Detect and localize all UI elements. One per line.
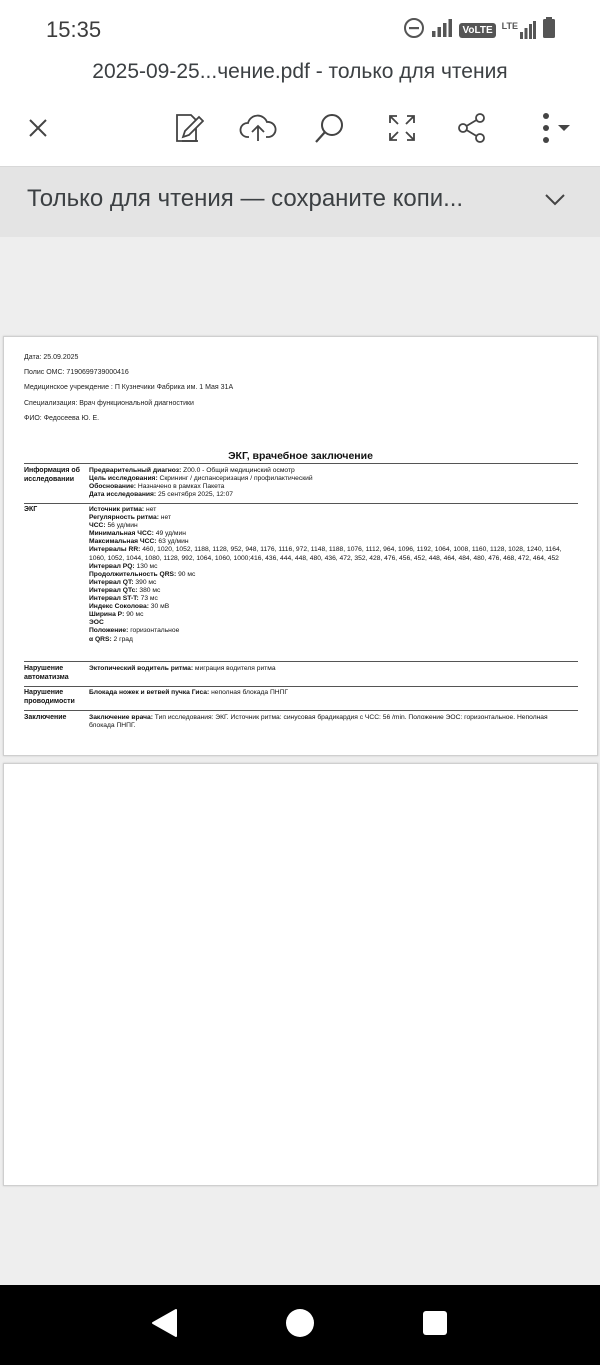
doc-specialty: Специализация: Врач функциональной диагностики (24, 400, 194, 407)
field-line (89, 636, 575, 644)
document-title: 2025-09-25...чение.pdf - только для чтения (92, 60, 508, 83)
more-menu-button[interactable] (526, 106, 582, 154)
field-line (89, 619, 575, 627)
field-line (89, 611, 575, 619)
field-value: неполная блокада ПНПГ (209, 689, 289, 696)
field-key: Минимальная ЧСС: (89, 530, 154, 538)
status-icons (403, 17, 556, 43)
divider (24, 503, 578, 504)
divider (24, 661, 578, 662)
navigation-bar (0, 1285, 600, 1365)
field-line (89, 603, 575, 611)
share-icon (456, 112, 488, 149)
field-value: 460, 1020, 1052, 1188, 1128, 952, 948, 1176, 1116, 972, 1148, 1188, 1076, 1112, 964, 1096, 1192, 1064, 1008, 1160, 1128, 1028, 1240, 1164, 1060, 1052, 1044, 1080, 1128, 992, 1064, 1060, 1000;416, 436, 444, 448, 480, 436, 472, 352, 428, 476, 456, 452, 448, 464, 484, 480, 476, 468, 472, 464, 452 (89, 546, 562, 562)
report-title: ЭКГ, врачебное заключение (228, 450, 373, 462)
section-label-info: Информация об исследовании (24, 467, 80, 483)
pdf-page-2 (3, 763, 598, 1186)
section-body-info (89, 467, 575, 499)
field-key: Интервалы RR: (89, 546, 141, 554)
field-line (89, 538, 575, 546)
doc-institution: Медицинское учреждение : П Кузнечики Фабрика им. 1 Мая 31А (24, 384, 234, 391)
field-line (89, 475, 575, 483)
field-line (89, 522, 575, 530)
field-key: Эктопический водитель ритма: (89, 665, 194, 672)
field-line (89, 689, 575, 697)
search-button[interactable] (306, 106, 354, 154)
field-key: Дата исследования: (89, 491, 157, 499)
field-value: 130 мс (134, 562, 158, 570)
dnd-icon (403, 17, 425, 44)
field-key: Предварительный диагноз: (89, 467, 182, 474)
field-key: Блокада ножек и ветвей пучка Гиса: (89, 689, 210, 696)
close-icon (26, 116, 50, 145)
doc-oms: Полис ОМС: 7190699739000416 (24, 369, 129, 376)
field-value: 2 град (111, 635, 133, 643)
signal-icon (431, 18, 453, 43)
field-line (89, 595, 575, 603)
field-value: 90 мс (176, 570, 196, 578)
field-value: 63 уд/мин (156, 538, 189, 546)
section-label-ecg: ЭКГ (24, 506, 38, 513)
field-line (89, 506, 575, 514)
field-key: Ширина P: (89, 611, 125, 619)
field-key: Максимальная ЧСС: (89, 538, 157, 546)
recents-button[interactable] (413, 1303, 457, 1347)
field-key: Положение: (89, 627, 129, 635)
divider (24, 710, 578, 711)
field-key: Заключение врача: (89, 714, 153, 721)
field-key: Цель исследования: (89, 475, 158, 483)
close-button[interactable] (14, 106, 62, 154)
document-viewer[interactable] (0, 238, 600, 1285)
field-key: Индекс Соколова: (89, 603, 149, 611)
cloud-upload-icon (239, 113, 277, 148)
field-value: 25 сентября 2025, 12:07 (156, 491, 234, 499)
field-value: 90 мс (124, 611, 144, 619)
toolbar (0, 94, 600, 167)
field-key: ЧСС: (89, 522, 106, 530)
field-line (89, 665, 575, 673)
field-key: Интервал PQ: (89, 562, 135, 570)
field-value: 49 уд/мин (153, 530, 186, 538)
home-icon (285, 1308, 315, 1343)
field-value: горизонтальное (128, 627, 180, 635)
search-icon (313, 111, 347, 150)
field-value: Z00.0 - Общий медицинский осмотр (181, 467, 295, 474)
status-bar (0, 0, 600, 58)
banner-text: Только для чтения — сохраните копи... (27, 185, 464, 212)
status-time: 15:35 (46, 17, 102, 42)
section-label-conclusion: Заключение (24, 714, 67, 721)
more-icon (532, 112, 576, 149)
section-body-conclusion (89, 714, 575, 730)
lte-signal-icon (502, 20, 536, 40)
field-key: Интервал ST-T: (89, 595, 139, 603)
divider (24, 463, 578, 464)
field-line (89, 530, 575, 538)
field-value: Назначено в рамках Пакета (136, 483, 225, 491)
battery-icon (542, 17, 556, 44)
field-value: 390 мс (133, 578, 157, 586)
field-line (89, 579, 575, 587)
banner-expand-button[interactable] (540, 187, 570, 217)
back-button[interactable] (142, 1303, 186, 1347)
fullscreen-icon (387, 113, 417, 148)
doc-date: Дата: 25.09.2025 (24, 354, 79, 361)
field-key: Обоснование: (89, 483, 137, 491)
share-button[interactable] (448, 106, 496, 154)
field-line (89, 467, 575, 475)
field-line (89, 563, 575, 571)
field-line (89, 571, 575, 579)
section-body-ecg (89, 506, 575, 644)
cloud-upload-button[interactable] (234, 106, 282, 154)
field-key: α QRS: (89, 635, 112, 643)
field-key: Регулярность ритма: (89, 514, 159, 522)
field-line (89, 587, 575, 595)
fullscreen-button[interactable] (378, 106, 426, 154)
divider (24, 686, 578, 687)
field-value: нет (158, 514, 172, 522)
field-value: 380 мс (137, 586, 161, 594)
section-body-automatism (89, 665, 575, 673)
field-key: ЭОС (89, 619, 104, 627)
section-body-conduction (89, 689, 575, 697)
field-line (89, 546, 575, 562)
volte-badge: VoLTE (459, 23, 495, 38)
field-value: Тип исследования: ЭКГ. Источник ритма: синусовая брадикардия с ЧСС: 56 /min. Положение ЭОС: горизонтальное. Неполная блокада ПНПГ. (89, 714, 548, 730)
field-value: Скрининг / диспансеризация / профилактический (157, 475, 313, 483)
recents-icon (421, 1309, 449, 1342)
field-value: 73 мс (138, 595, 158, 603)
field-line (89, 514, 575, 522)
field-value: 56 уд/мин (105, 522, 138, 530)
edit-icon (172, 111, 204, 150)
read-only-banner[interactable] (0, 167, 600, 237)
field-key: Продолжительность QRS: (89, 570, 177, 578)
back-icon (150, 1308, 178, 1343)
field-value: миграция водителя ритма (193, 665, 276, 672)
field-key: Источник ритма: (89, 506, 145, 513)
field-value: нет (144, 506, 157, 513)
field-line (89, 627, 575, 635)
lte-label: LTE (501, 21, 518, 31)
pdf-page-1 (3, 336, 598, 756)
section-label-conduction: Нарушение проводимости (24, 689, 75, 705)
section-label-automatism: Нарушение автоматизма (24, 665, 69, 681)
field-key: Интервал QT: (89, 578, 134, 586)
field-line (89, 491, 575, 499)
edit-button[interactable] (164, 106, 212, 154)
doc-fio: ФИО: Федосеева Ю. Е. (24, 415, 100, 422)
field-line (89, 714, 575, 730)
field-value: 30 мВ (148, 603, 170, 611)
title-bar (0, 58, 600, 94)
home-button[interactable] (278, 1303, 322, 1347)
field-key: Интервал QTc: (89, 586, 138, 594)
chevron-down-icon (544, 193, 566, 212)
